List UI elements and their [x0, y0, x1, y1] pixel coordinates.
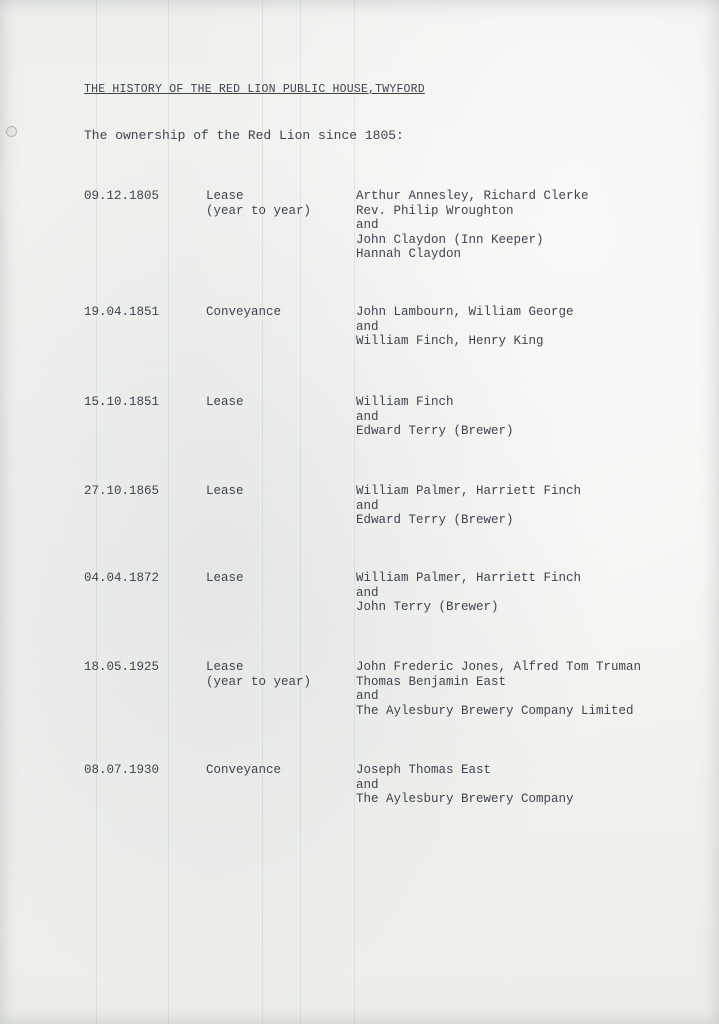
document-subtitle: The ownership of the Red Lion since 1805:: [84, 128, 404, 143]
entry-parties: [356, 189, 589, 262]
entry-date: 15.10.1851: [84, 395, 160, 409]
entry-type: [206, 305, 281, 320]
paper-crease: [354, 0, 355, 1024]
entry-parties: [356, 660, 641, 718]
entry-type-line: (year to year): [206, 203, 312, 218]
entry-party-line: Joseph Thomas East: [356, 763, 492, 777]
entry-party-line: Arthur Annesley, Richard Clerke: [356, 189, 589, 203]
entry-party-line: John Terry (Brewer): [356, 600, 499, 615]
entry-type-line: Lease: [206, 395, 244, 409]
entry-type-line: Conveyance: [206, 763, 282, 777]
entry-type: [206, 395, 244, 410]
entry-type-line: Lease: [206, 189, 244, 203]
paper-crease: [168, 0, 169, 1024]
entry-type: [206, 571, 244, 586]
entry-party-line: The Aylesbury Brewery Company Limited: [356, 703, 634, 718]
entry-party-line: Edward Terry (Brewer): [356, 424, 514, 439]
entry-date: 08.07.1930: [84, 763, 160, 777]
entry-parties: [356, 571, 581, 615]
entry-party-line: John Frederic Jones, Alfred Tom Truman: [356, 660, 642, 674]
entry-date: 19.04.1851: [84, 305, 160, 319]
entry-party-line: John Claydon (Inn Keeper): [356, 232, 544, 247]
entry-party-line: and: [356, 585, 379, 600]
entry-type-line: Lease: [206, 571, 244, 585]
entry-party-line: and: [356, 218, 379, 233]
entry-date: 09.12.1805: [84, 189, 160, 203]
entry-party-line: Thomas Benjamin East: [356, 674, 507, 689]
entry-party-line: Hannah Claydon: [356, 247, 462, 262]
entry-party-line: William Finch: [356, 395, 454, 409]
entry-parties: [356, 484, 581, 528]
entry-date: 04.04.1872: [84, 571, 160, 585]
entry-party-line: Edward Terry (Brewer): [356, 513, 514, 528]
entry-party-line: The Aylesbury Brewery Company: [356, 792, 574, 807]
entry-party-line: and: [356, 498, 379, 513]
entry-type-line: Conveyance: [206, 305, 282, 319]
entry-date: 27.10.1865: [84, 484, 160, 498]
entry-parties: [356, 305, 574, 349]
paper-crease: [300, 0, 301, 1024]
entry-type: [206, 484, 244, 499]
entry-party-line: and: [356, 409, 379, 424]
document-title: THE HISTORY OF THE RED LION PUBLIC HOUSE,TWYFORD: [84, 83, 425, 96]
paper-crease: [262, 0, 263, 1024]
entry-party-line: and: [356, 689, 379, 704]
entry-party-line: and: [356, 777, 379, 792]
entry-parties: [356, 395, 514, 439]
entry-type-line: (year to year): [206, 674, 312, 689]
entry-party-line: William Finch, Henry King: [356, 334, 544, 349]
entry-party-line: William Palmer, Harriett Finch: [356, 571, 582, 585]
entry-type-line: Lease: [206, 484, 244, 498]
entry-party-line: Rev. Philip Wroughton: [356, 203, 514, 218]
entry-type-line: Lease: [206, 660, 244, 674]
paper-crease: [96, 0, 97, 1024]
entry-type: [206, 660, 311, 689]
entry-parties: [356, 763, 574, 807]
entry-type: [206, 189, 311, 218]
entry-date: 18.05.1925: [84, 660, 160, 674]
entry-party-line: and: [356, 319, 379, 334]
entry-type: [206, 763, 281, 778]
entry-party-line: William Palmer, Harriett Finch: [356, 484, 582, 498]
entry-party-line: John Lambourn, William George: [356, 305, 574, 319]
punch-hole: [6, 126, 17, 137]
